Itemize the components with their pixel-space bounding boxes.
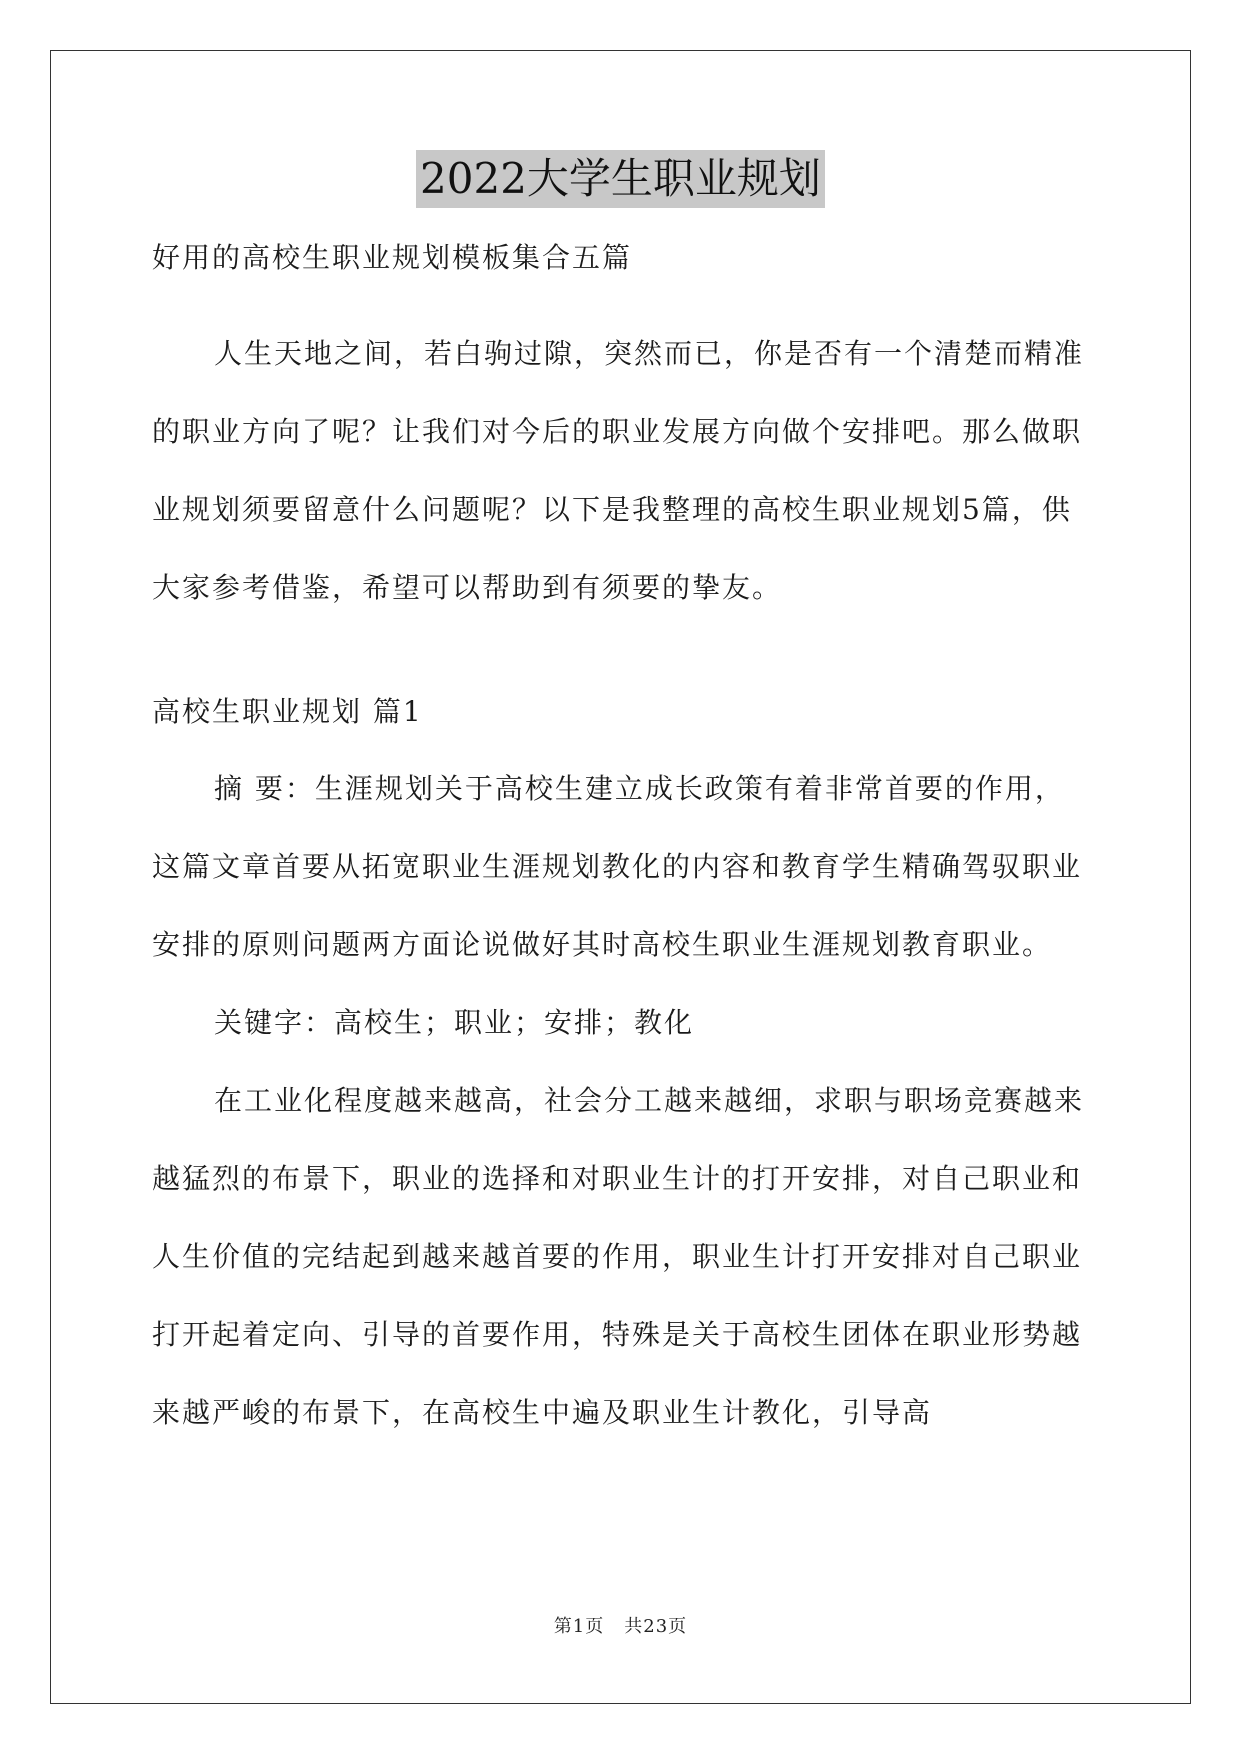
intro-paragraph: 人生天地之间，若白驹过隙，突然而已，你是否有一个清楚而精准的职业方向了呢？让我们对今后的职业发展方向做个安排吧。那么做职业规划须要留意什么问题呢？以下是我整理的高校生职业规划5篇，供大家参考借鉴，希望可以帮助到有须要的挚友。 <box>152 337 1085 604</box>
keywords-line: 关键字：高校生；职业；安排；教化 <box>214 1006 695 1039</box>
page-number: 第1页 <box>553 1616 605 1637</box>
abstract-paragraph: 摘 要：生涯规划关于高校生建立成长政策有着非常首要的作用，这篇文章首要从拓宽职业生涯规划教化的内容和教育学生精确驾驭职业安排的原则问题两方面论说做好其时高校生职业生涯规划教育职业。 <box>152 772 1083 961</box>
page-footer <box>0 1612 1241 1638</box>
page-total: 共23页 <box>624 1616 688 1637</box>
title-container <box>0 150 1241 208</box>
document-subtitle: 好用的高校生职业规划模板集合五篇 <box>152 241 633 274</box>
section-heading: 高校生职业规划 篇1 <box>152 695 423 728</box>
document-title: 2022大学生职业规划 <box>416 150 825 208</box>
body-paragraph: 在工业化程度越来越高，社会分工越来越细，求职与职场竞赛越来越猛烈的布景下，职业的选择和对职业生计的打开安排，对自己职业和人生价值的完结起到越来越首要的作用，职业生计打开安排对自己职业打开起着定向、引导的首要作用，特殊是关于高校生团体在职业形势越来越严峻的布景下，在高校生中遍及职业生计教化，引导高 <box>152 1084 1085 1429</box>
document-body <box>152 238 1092 1452</box>
